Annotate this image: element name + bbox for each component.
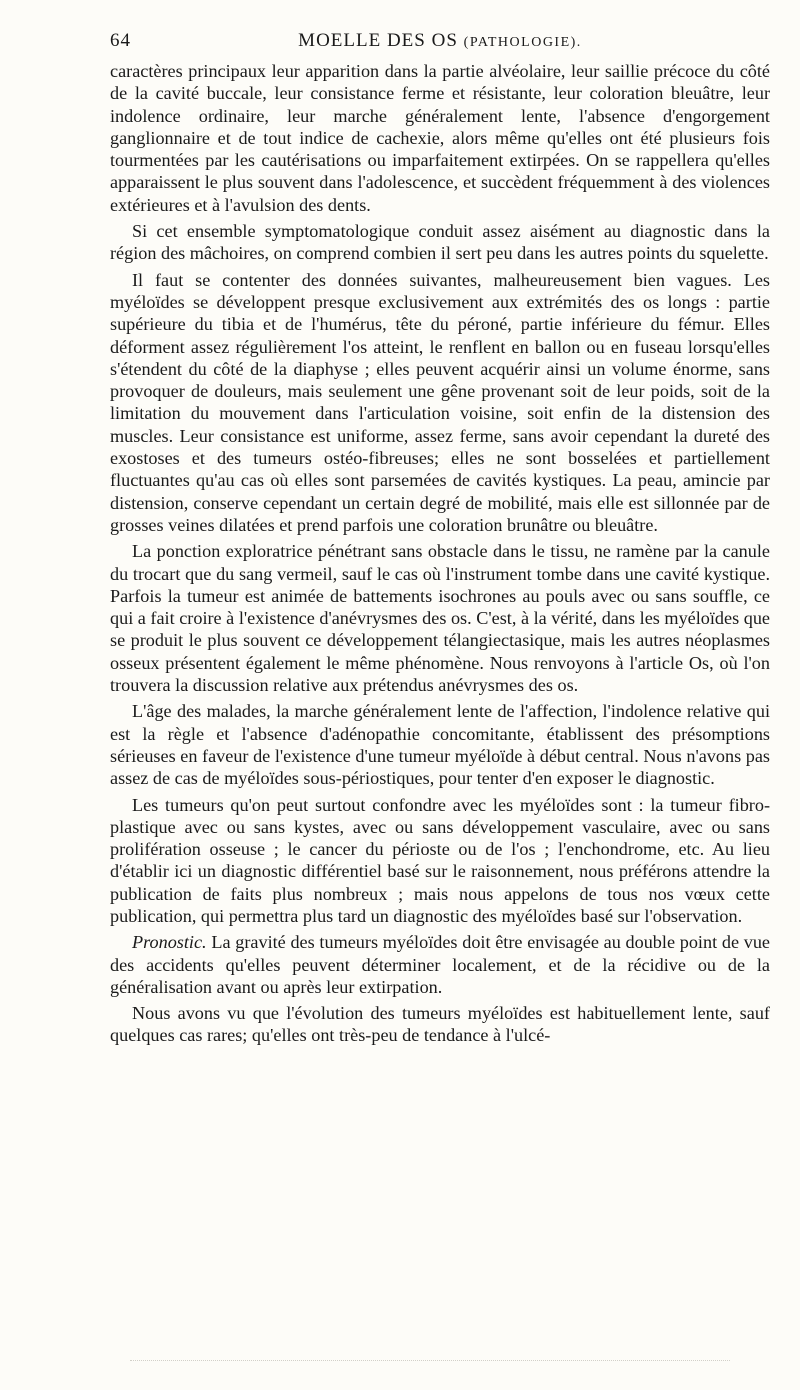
- footer-rule: [130, 1352, 730, 1361]
- paragraph: Les tumeurs qu'on peut surtout confondre avec les myéloïdes sont : la tumeur fibro-plastique avec ou sans kystes, avec ou sans développement vasculaire, avec ou sans prolifération osseuse ; le cancer du périoste ou de l'os ; l'enchondrome, etc. Au lieu d'établir ici un diagnostic différentiel basé sur le raisonnement, nous préférons attendre la publication de faits plus nombreux ; mais nous appelons de tous nos vœux cette publication, qui permettra plus tard un diagnostic des myéloïdes basé sur l'observation.: [110, 794, 770, 926]
- pronostic-text: La gravité des tumeurs myéloïdes doit être envisagée au double point de vue des accidents qu'elles peuvent déterminer localement, et de la récidive ou de la généralisation avant ou après leur extirpation.: [110, 932, 771, 997]
- page-number: 64: [110, 30, 131, 51]
- paragraph: L'âge des malades, la marche généralement lente de l'affection, l'indolence relative qui est la règle et l'absence d'adénopathie concomitante, établissent des présomptions sérieuses en faveur de l'existence d'une tumeur myéloïde à début central. Nous n'avons pas assez de cas de myéloïdes sous-périostiques, pour tenter d'en exposer le diagnostic.: [110, 701, 770, 789]
- running-title-main: MOELLE DES OS: [298, 30, 458, 51]
- pronostic-paragraph: [110, 931, 770, 998]
- running-head: [110, 30, 770, 60]
- body-text: [110, 60, 770, 1047]
- paragraph: La ponction exploratrice pénétrant sans obstacle dans le tissu, ne ramène par la canule du trocart que du sang vermeil, sauf le cas où l'instrument tombe dans une cavité kystique. Parfois la tumeur est animée de battements isochrones au pouls avec ou sans souffle, ce qui a fait croire à l'existence d'anévrysmes des os. C'est, à la vérité, dans les myéloïdes que se produit le plus souvent ce développement télangiectasique, mais les autres néoplasmes osseux présentent également le même phénomène. Nous renvoyons à l'article Os, où l'on trouvera la discussion relative aux prétendus anévrysmes des os.: [110, 541, 770, 696]
- running-title-sub: (PATHOLOGIE).: [463, 35, 582, 50]
- paragraph: Il faut se contenter des données suivantes, malheureusement bien vagues. Les myéloïdes se développent presque exclusivement aux extrémités des os longs : partie supérieure du tibia et de l'humérus, tête du péroné, partie inférieure du fémur. Elles déforment assez régulièrement l'os atteint, le renflent en ballon ou en fuseau lorsqu'elles s'étendent du côté de la diaphyse ; elles peuvent acquérir ainsi un volume énorme, sans provoquer de douleurs, mais seulement une gêne provenant soit de leur poids, soit de la limitation du mouvement dans l'articulation voisine, soit enfin de la distension des muscles. Leur consistance est uniforme, assez ferme, sans avoir cependant la dureté des exostoses et des tumeurs ostéo-fibreuses; elles ne sont bosselées et partiellement fluctuantes qu'au cas où elles sont parsemées de cavités kystiques. La peau, amincie par distension, conserve cependant un certain degré de mobilité, mais elle est sillonnée par de grosses veines dilatées et prend parfois une coloration brunâtre ou bleuâtre.: [110, 269, 770, 535]
- paragraph: Si cet ensemble symptomatologique conduit assez aisément au diagnostic dans la région des mâchoires, on comprend combien il sert peu dans les autres points du squelette.: [110, 221, 770, 264]
- running-title: [110, 30, 770, 52]
- paragraph: caractères principaux leur apparition dans la partie alvéolaire, leur saillie précoce du côté de la cavité buccale, leur consistance ferme et résistante, leur coloration bleuâtre, leur indolence ordinaire, leur marche généralement lente, l'absence d'engorgement ganglionnaire et de tout indice de cachexie, alors même qu'elles ont été plusieurs fois tourmentées par les cautérisations ou imparfaitement extirpées. On se rappellera qu'elles apparaissent le plus souvent dans l'adolescence, et succèdent fréquemment à des violences extérieures et à l'avulsion des dents.: [110, 61, 770, 215]
- pronostic-label: Pronostic.: [132, 932, 207, 953]
- paragraph: Nous avons vu que l'évolution des tumeurs myéloïdes est habituellement lente, sauf quelques cas rares; qu'elles ont très-peu de tendance à l'ulcé-: [110, 1003, 770, 1046]
- page: [110, 30, 770, 1047]
